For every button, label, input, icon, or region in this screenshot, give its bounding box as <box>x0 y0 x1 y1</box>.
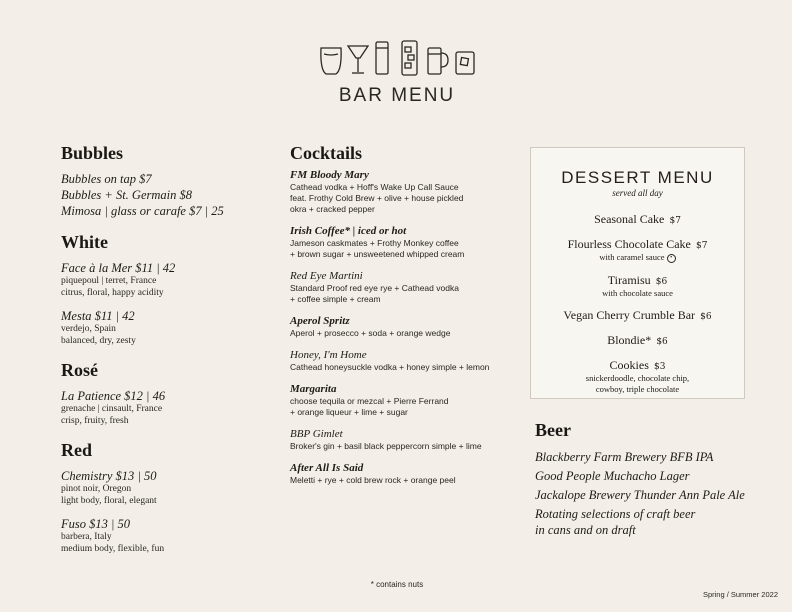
menu-item: Honey, I'm Home Cathead honeysuckle vodka + honey simple + lemon <box>290 349 490 372</box>
menu-item: Margarita choose tequila or mezcal + Pierre Ferrand + orange liqueur + lime + sugar <box>290 383 449 417</box>
dessert-item: Blondie* $6 <box>607 333 668 348</box>
drink-glasses-icon <box>318 40 476 76</box>
page-title: BAR MENU <box>338 85 456 106</box>
dessert-title: DESSERT MENU <box>561 168 714 187</box>
menu-item: Face à la Mer $11 | 42 piquepoul | terret, France citrus, floral, happy acidity <box>61 261 176 298</box>
menu-item: Good People Muchacho Lager <box>535 469 690 483</box>
menu-item: La Patience $12 | 46 grenache | cinsault, France crisp, fruity, fresh <box>61 389 166 426</box>
menu-item: Fuso $13 | 50 barbera, Italy medium body, flexible, fun <box>61 517 165 554</box>
dessert-item: Cookies $3 snickerdoodle, chocolate chip, cowboy, triple chocolate <box>585 358 690 394</box>
footnote: * contains nuts <box>370 580 424 589</box>
menu-item: Chemistry $13 | 50 pinot noir, Oregon light body, floral, elegant <box>61 469 157 506</box>
menu-item: Mesta $11 | 42 verdejo, Spain balanced, dry, zesty <box>61 309 136 346</box>
gluten-free-icon: • <box>667 254 676 263</box>
menu-item: FM Bloody Mary Cathead vodka + Hoff's Wake Up Call Sauce feat. Frothy Cold Brew + olive + house pickled okra + cracked pepper <box>290 169 464 214</box>
white-heading: White <box>61 232 108 252</box>
rose-heading: Rosé <box>61 360 98 380</box>
dessert-menu-panel <box>530 147 745 399</box>
menu-item: Bubbles on tap $7 <box>61 172 152 186</box>
cocktails-heading: Cocktails <box>290 143 362 163</box>
menu-item: After All Is Said Meletti + rye + cold brew rock + orange peel <box>290 462 456 485</box>
season-label: Spring / Summer 2022 <box>702 590 778 599</box>
menu-item: Jackalope Brewery Thunder Ann Pale Ale <box>535 488 745 502</box>
red-heading: Red <box>61 440 92 460</box>
menu-item: BBP Gimlet Broker's gin + basil black peppercorn simple + lime <box>290 428 482 451</box>
dessert-item: Flourless Chocolate Cake $7 with caramel sauce • <box>567 237 708 262</box>
beer-heading: Beer <box>535 420 571 440</box>
menu-item: Red Eye Martini Standard Proof red eye rye + Cathead vodka + coffee simple + cream <box>290 270 459 304</box>
dessert-item: Seasonal Cake $7 <box>594 212 681 226</box>
beer-section <box>535 420 780 538</box>
menu-item: Bubbles + St. Germain $8 <box>61 188 192 202</box>
cocktails-column <box>290 143 525 496</box>
menu-item: Aperol Spritz Aperol + prosecco + soda + orange wedge <box>290 315 451 338</box>
menu-item: Irish Coffee* | iced or hot Jameson caskmates + Frothy Monkey coffee + brown sugar + unsweetened whipped cream <box>290 225 465 259</box>
wine-column <box>61 143 281 564</box>
menu-item: Rotating selections of craft beer <box>535 507 696 521</box>
dessert-subtitle: served all day <box>612 188 663 198</box>
menu-item: Mimosa | glass or carafe $7 | 25 <box>61 204 224 218</box>
dessert-item: Tiramisu $6 with chocolate sauce <box>602 272 673 298</box>
menu-item: in cans and on draft <box>535 523 636 537</box>
dessert-item: Vegan Cherry Crumble Bar $6 <box>563 308 712 323</box>
menu-item: Blackberry Farm Brewery BFB IPA <box>535 450 714 464</box>
bubbles-heading: Bubbles <box>61 143 124 163</box>
